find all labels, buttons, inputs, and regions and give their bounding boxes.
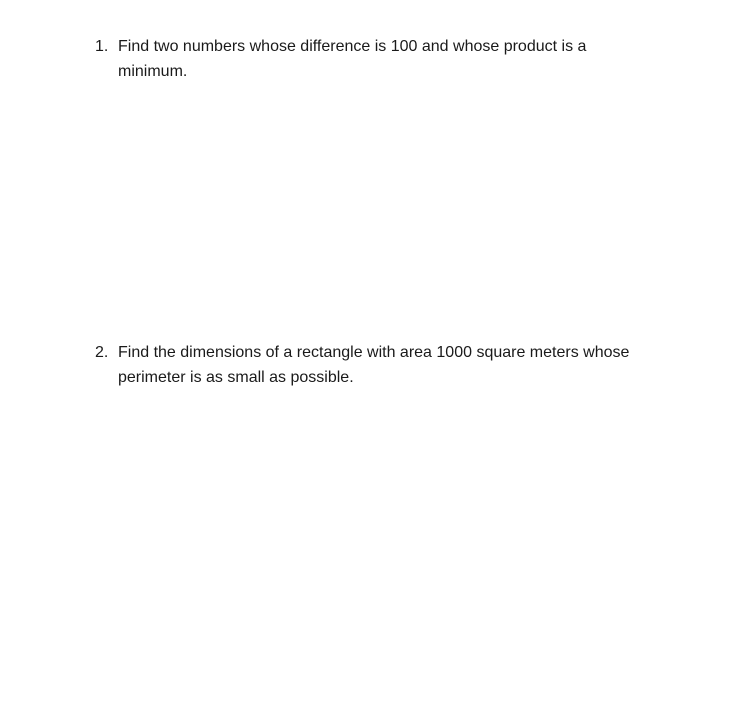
problem-1: [95, 34, 695, 84]
problem-number: 2.: [95, 344, 109, 361]
problem-text: [118, 340, 678, 390]
problem-line: perimeter is as small as possible.: [118, 369, 354, 386]
problem-line: Find the dimensions of a rectangle with area 1000 square meters whose: [118, 344, 630, 361]
problem-line: Find two numbers whose difference is 100 and whose product is a: [118, 38, 587, 55]
problem-2: [95, 340, 695, 390]
problem-text: [118, 34, 678, 84]
problem-number: 1.: [95, 38, 109, 55]
problem-line: minimum.: [118, 63, 188, 80]
